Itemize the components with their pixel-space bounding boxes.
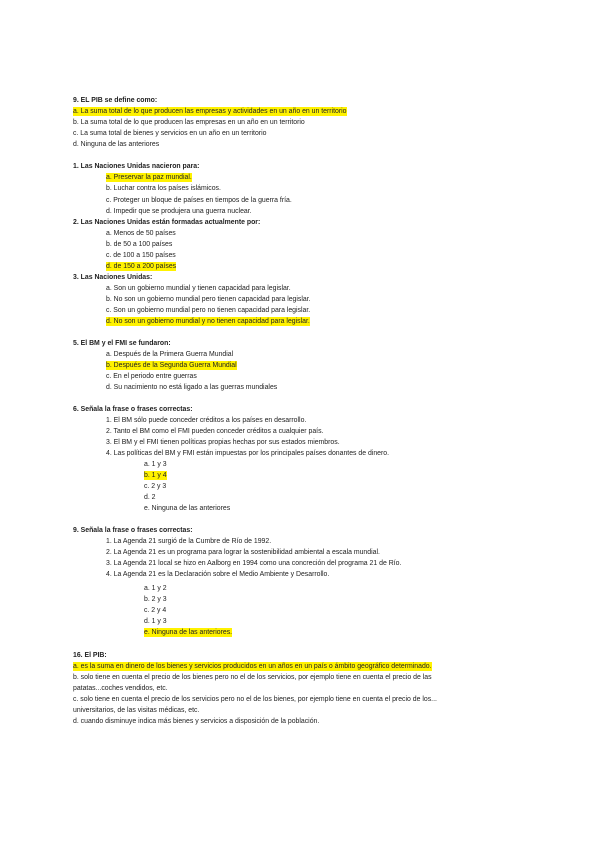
- answer-option-correct: d. de 150 a 200 países: [106, 263, 177, 270]
- answer-option: c. En el periodo entre guerras: [106, 373, 197, 380]
- question-title: 16. El PIB:: [73, 652, 107, 659]
- statement: 2. La Agenda 21 es un programa para lograr la sostenibilidad ambiental a escala mundial.: [106, 549, 380, 556]
- question-title: 9. EL PIB se define como:: [73, 97, 158, 104]
- answer-option: a. Después de la Primera Guerra Mundial: [106, 351, 234, 358]
- statement: 1. La Agenda 21 surgió de la Cumbre de Río de 1992.: [106, 538, 272, 545]
- answer-option-correct: b. Después de la Segunda Guerra Mundial: [106, 362, 237, 369]
- statement: 1. El BM sólo puede conceder créditos a los países en desarrollo.: [106, 417, 307, 424]
- question-title: 2. Las Naciones Unidas están formadas actualmente por:: [73, 219, 261, 226]
- answer-option: d. cuando disminuye indica más bienes y servicios a disposición de la población.: [73, 718, 320, 725]
- answer-option: d. Su nacimiento no está ligado a las guerras mundiales: [106, 384, 278, 391]
- question-title: 3. Las Naciones Unidas:: [73, 274, 153, 281]
- statement: 2. Tanto el BM como el FMI pueden conceder créditos a cualquier país.: [106, 428, 324, 435]
- answer-option: b. La suma total de lo que producen las empresas en un año en un territorio: [73, 119, 305, 126]
- answer-option: b. No son un gobierno mundial pero tienen capacidad para legislar.: [106, 296, 311, 303]
- answer-option: d. 1 y 3: [144, 618, 167, 625]
- answer-option-correct: a. es la suma en dinero de los bienes y servicios producidos en un años en un país o ámbito geográfico determinado.: [73, 663, 432, 670]
- answer-option-continuation: patatas...coches vendidos, etc.: [73, 685, 168, 692]
- answer-option: b. solo tiene en cuenta el precio de los bienes pero no el de los servicios, por ejemplo tiene en cuenta el precio de las: [73, 674, 432, 681]
- answer-option: e. Ninguna de las anteriores: [144, 505, 231, 512]
- statement: 3. La Agenda 21 local se hizo en Aalborg en 1994 como una concreción del programa 21 de Río.: [106, 560, 402, 567]
- answer-option-correct: b. 1 y 4: [144, 472, 167, 479]
- answer-option: a. 1 y 2: [144, 585, 167, 592]
- answer-option: c. de 100 a 150 países: [106, 252, 176, 259]
- answer-option: d. 2: [144, 494, 156, 501]
- answer-option: a. Menos de 50 países: [106, 230, 176, 237]
- answer-option: c. 2 y 4: [144, 607, 167, 614]
- statement: 4. La Agenda 21 es la Declaración sobre el Medio Ambiente y Desarrollo.: [106, 571, 330, 578]
- answer-option: b. de 50 a 100 países: [106, 241, 173, 248]
- question-title: 6. Señala la frase o frases correctas:: [73, 406, 193, 413]
- answer-option-correct: a. La suma total de lo que producen las empresas y actividades en un año en un territorio: [73, 108, 347, 115]
- answer-option: c. La suma total de bienes y servicios en un año en un territorio: [73, 130, 267, 137]
- question-title: 9. Señala la frase o frases correctas:: [73, 527, 193, 534]
- answer-option: c. Proteger un bloque de países en tiempos de la guerra fría.: [106, 197, 292, 204]
- statement: 4. Las políticas del BM y FMI están impuestas por los principales países donantes de dinero.: [106, 450, 390, 457]
- answer-option: c. 2 y 3: [144, 483, 167, 490]
- answer-option: c. solo tiene en cuenta el precio de los servicios pero no el de los bienes, por ejemplo tiene en cuenta el precio de los...: [73, 696, 437, 703]
- answer-option: b. 2 y 3: [144, 596, 167, 603]
- answer-option: a. 1 y 3: [144, 461, 167, 468]
- question-title: 5. El BM y el FMI se fundaron:: [73, 340, 171, 347]
- answer-option-correct: d. No son un gobierno mundial y no tienen capacidad para legislar.: [106, 318, 310, 325]
- statement: 3. El BM y el FMI tienen políticas propias hechas por sus estados miembros.: [106, 439, 340, 446]
- answer-option: b. Luchar contra los países islámicos.: [106, 185, 221, 192]
- answer-option: d. Impedir que se produjera una guerra nuclear.: [106, 208, 252, 215]
- answer-option: a. Son un gobierno mundial y tienen capacidad para legislar.: [106, 285, 291, 292]
- answer-option: d. Ninguna de las anteriores: [73, 141, 160, 148]
- answer-option-correct: a. Preservar la paz mundial.: [106, 174, 192, 181]
- answer-option-continuation: universitarios, de las visitas médicas, etc.: [73, 707, 200, 714]
- answer-option-correct: e. Ninguna de las anteriores.: [144, 629, 233, 636]
- question-title: 1. Las Naciones Unidas nacieron para:: [73, 163, 200, 170]
- answer-option: c. Son un gobierno mundial pero no tienen capacidad para legislar.: [106, 307, 311, 314]
